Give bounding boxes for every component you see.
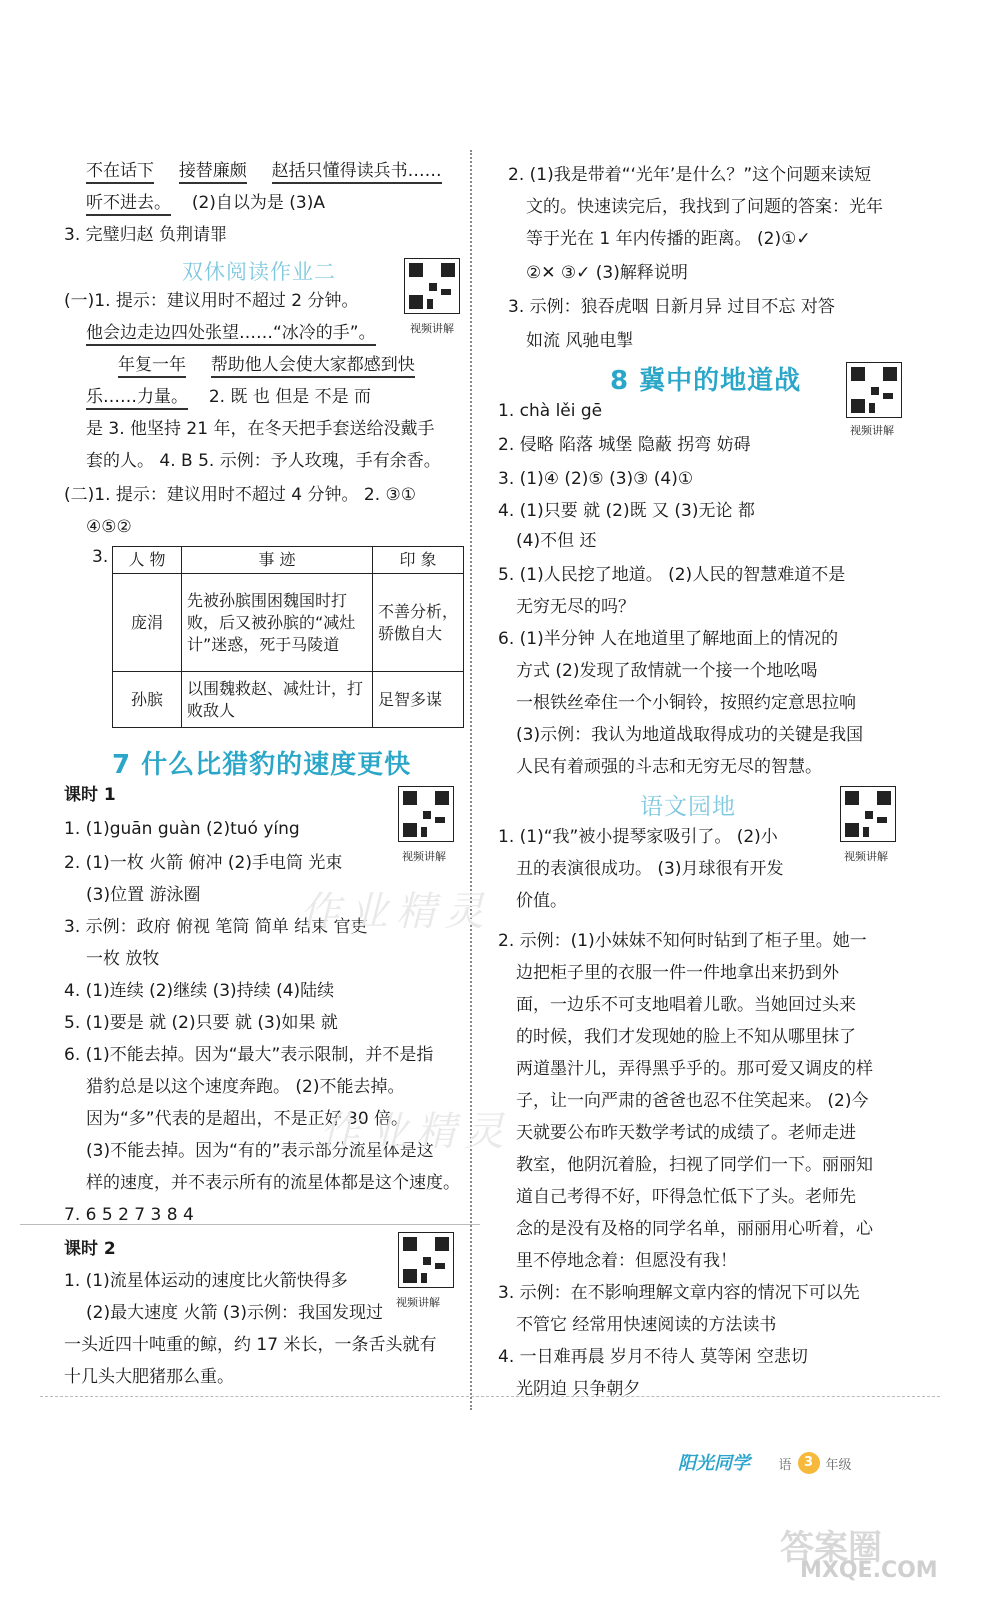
answer-text: 2. 既 也 但是 不是 而 <box>208 387 372 407</box>
answer-line: 边把柜子里的衣服一件一件地拿出来扔到外 <box>516 963 839 983</box>
answer-line: 丑的表演很成功。 (3)月球很有开发 <box>516 859 784 879</box>
qr-code-icon[interactable] <box>404 258 460 314</box>
answer-line: 样的速度，并不表示所有的流星体都是这个速度。 <box>86 1173 460 1193</box>
page-number: 3 <box>798 1452 820 1474</box>
answer-table <box>112 546 464 728</box>
question-number: 3. <box>92 547 109 567</box>
answer-line: 两道墨汁儿，弄得黑乎乎的。那可爱又调皮的样 <box>516 1059 873 1079</box>
answer-line: 如流 风驰电掣 <box>526 331 634 351</box>
table-cell: 庞涓 <box>113 574 182 672</box>
section-title-lesson7: 7 什么比猎豹的速度更快 <box>112 750 412 780</box>
answer-line: 十几头大肥猪那么重。 <box>64 1367 234 1387</box>
lesson-period-heading: 课时 2 <box>64 1239 116 1259</box>
answer-line: 是 3. 他坚持 21 年，在冬天把手套送给没戴手 <box>86 419 435 439</box>
corner-site: MXQE.COM <box>800 1558 938 1583</box>
answer-line: 道自己考得不好，吓得急忙低下了头。老师先 <box>516 1187 856 1207</box>
answer-line: 2. (1)我是带着“‘光年’是什么？”这个问题来读短 <box>508 165 872 185</box>
grade-tag: 年级 <box>825 1457 852 1473</box>
answer-line: 6. (1)不能去掉。因为“最大”表示限制，并不是指 <box>64 1045 434 1065</box>
footer-rule <box>40 1396 940 1397</box>
answer-line: (4)不但 还 <box>516 531 597 551</box>
brand-logo: 阳光同学 <box>678 1453 750 1474</box>
qr-code-icon[interactable] <box>840 786 896 842</box>
underlined-answer: 赵括只懂得读兵书…… <box>272 161 442 184</box>
answer-line: 3. (1)④ (2)⑤ (3)③ (4)① <box>498 469 694 489</box>
answer-line: (3)示例：我认为地道战取得成功的关键是我国 <box>516 725 864 745</box>
section-title-zuoye: 双休阅读作业二 <box>182 260 336 284</box>
corner-watermark: 答案圈 <box>780 1528 882 1568</box>
underlined-answer: 乐……力量。 <box>86 387 188 410</box>
answer-line <box>86 160 442 184</box>
table-row <box>113 672 464 728</box>
table-header: 人 物 <box>113 547 182 574</box>
answer-line: 5. (1)要是 就 (2)只要 就 (3)如果 就 <box>64 1013 338 1033</box>
answer-line: 念的是没有及格的同学名单，丽丽用心听着，心 <box>516 1219 873 1239</box>
answer-line <box>118 354 415 378</box>
watermark-text: 作业精灵 <box>300 889 492 935</box>
qr-code-icon[interactable] <box>398 1232 454 1288</box>
answer-line: ④⑤② <box>86 517 132 537</box>
answer-line: 价值。 <box>516 891 567 911</box>
answer-line: 7. 6 5 2 7 3 8 4 <box>64 1205 194 1225</box>
answer-line: 方式 (2)发现了敌情就一个接一个地吆喝 <box>516 661 818 681</box>
answer-line: 3. 示例：狼吞虎咽 日新月异 过目不忘 对答 <box>508 297 835 317</box>
table-row <box>113 574 464 672</box>
underlined-answer: 听不进去。 <box>86 193 171 216</box>
table-cell: 以围魏救赵、减灶计，打败敌人 <box>182 672 373 728</box>
answer-line: 教室，他阴沉着脸，扫视了同学们一下。丽丽知 <box>516 1155 873 1175</box>
answer-line: 1. chà lěi gē <box>498 401 603 421</box>
qr-label: 视频讲解 <box>410 322 454 335</box>
answer-line: 猎豹总是以这个速度奔跑。 (2)不能去掉。 <box>86 1077 405 1097</box>
table-cell: 足智多谋 <box>373 672 464 728</box>
qr-label: 视频讲解 <box>396 1296 440 1309</box>
answer-line: 一根铁丝牵住一个小铜铃，按照约定意思拉响 <box>516 693 856 713</box>
watermark-text: 作业精灵 <box>320 1109 512 1155</box>
answer-line: (3)不能去掉。因为“有的”表示部分流星体是这 <box>86 1141 434 1161</box>
qr-label: 视频讲解 <box>850 424 894 437</box>
underlined-answer: 不在话下 <box>86 161 154 184</box>
answer-line: 1. (1)“我”被小提琴家吸引了。 (2)小 <box>498 827 778 847</box>
table-header-row <box>113 547 464 574</box>
answer-line: 5. (1)人民挖了地道。 (2)人民的智慧难道不是 <box>498 565 846 585</box>
section-divider <box>20 1224 480 1225</box>
answer-line: 4. (1)连续 (2)继续 (3)持续 (4)陆续 <box>64 981 335 1001</box>
answer-line: 光阴迫 只争朝夕 <box>516 1379 641 1399</box>
answer-line: 文的。快速读完后，我找到了问题的答案：光年 <box>526 197 883 217</box>
answer-line: 因为“多”代表的是超出，不是正好 30 倍。 <box>86 1109 409 1129</box>
table-cell: 孙膑 <box>113 672 182 728</box>
answer-line: 里不停地念着：但愿没有我！ <box>516 1251 737 1271</box>
answer-line: (一)1. 提示：建议用时不超过 2 分钟。 <box>64 291 359 311</box>
answer-line <box>86 386 371 410</box>
section-title-lesson8: 8 冀中的地道战 <box>610 366 802 396</box>
qr-label: 视频讲解 <box>844 850 888 863</box>
answer-line <box>86 192 325 216</box>
answer-line: 2. (1)一枚 火箭 俯冲 (2)手电筒 光束 <box>64 853 343 873</box>
answer-line: ②✕ ③✓ (3)解释说明 <box>526 263 688 283</box>
answer-line: 不管它 经常用快速阅读的方法读书 <box>516 1315 777 1335</box>
answer-line: 1. (1)guān guàn (2)tuó yíng <box>64 819 300 839</box>
answer-line: 套的人。 4. B 5. 示例：予人玫瑰，手有余香。 <box>86 451 441 471</box>
table-cell: 不善分析，骄傲自大 <box>373 574 464 672</box>
underlined-answer: 帮助他人会使大家都感到快 <box>211 355 415 378</box>
answer-line: 的时候，我们才发现她的脸上不知从哪里抹了 <box>516 1027 856 1047</box>
qr-code-icon[interactable] <box>398 786 454 842</box>
answer-line: 天就要公布昨天数学考试的成绩了。老师走进 <box>516 1123 856 1143</box>
answer-line: (二)1. 提示：建议用时不超过 4 分钟。 2. ③① <box>64 485 417 505</box>
underlined-answer: 接替廉颇 <box>179 161 247 184</box>
answer-line: 3. 示例：在不影响理解文章内容的情况下可以先 <box>498 1283 860 1303</box>
answer-line: 4. 一日难再晨 岁月不待人 莫等闲 空悲切 <box>498 1347 808 1367</box>
section-title-yuandi: 语文园地 <box>640 794 736 820</box>
answer-line: (2)最大速度 火箭 (3)示例：我国发现过 <box>86 1303 383 1323</box>
table-cell: 先被孙膑围困魏国时打败，后又被孙膑的“减灶计”迷惑，死于马陵道 <box>182 574 373 672</box>
answer-line: 无穷无尽的吗？ <box>516 597 635 617</box>
answer-line: 面，一边乐不可支地唱着儿歌。当她回过头来 <box>516 995 856 1015</box>
qr-label: 视频讲解 <box>402 850 446 863</box>
answer-line: 3. 完璧归赵 负荆请罪 <box>64 225 228 245</box>
answer-line: 一枚 放牧 <box>86 949 160 969</box>
answer-line: 等于光在 1 年内传播的距离。 (2)①✓ <box>526 229 811 249</box>
answer-line: 3. 示例：政府 俯视 笔筒 简单 结束 官吏 <box>64 917 368 937</box>
underlined-answer: 年复一年 <box>118 355 186 378</box>
answer-line: 6. (1)半分钟 人在地道里了解地面上的情况的 <box>498 629 839 649</box>
subject-tag: 语 <box>778 1457 792 1473</box>
answer-line: (3)位置 游泳圈 <box>86 885 201 905</box>
answer-line: 4. (1)只要 就 (2)既 又 (3)无论 都 <box>498 501 755 521</box>
answer-line: 人民有着顽强的斗志和无穷无尽的智慧。 <box>516 757 822 777</box>
lesson-period-heading: 课时 1 <box>64 785 116 805</box>
answer-line: 2. 侵略 陷落 城堡 隐蔽 拐弯 妨碍 <box>498 435 751 455</box>
underlined-answer: 他会边走边四处张望……“冰冷的手”。 <box>86 323 376 346</box>
answer-line <box>86 322 376 346</box>
answer-line: 1. (1)流星体运动的速度比火箭快得多 <box>64 1271 348 1291</box>
answer-text: (2)自以为是 (3)A <box>191 193 326 213</box>
qr-code-icon[interactable] <box>846 362 902 418</box>
answer-line: 2. 示例：(1)小妹妹不知何时钻到了柜子里。她一 <box>498 931 867 951</box>
answer-line: 一头近四十吨重的鲸，约 17 米长，一条舌头就有 <box>64 1335 437 1355</box>
table-header: 事 迹 <box>182 547 373 574</box>
page-indicator <box>755 1452 875 1474</box>
answer-line: 子，让一向严肃的爸爸也忍不住笑起来。 (2)今 <box>516 1091 869 1111</box>
table-header: 印 象 <box>373 547 464 574</box>
column-divider <box>470 150 472 1410</box>
